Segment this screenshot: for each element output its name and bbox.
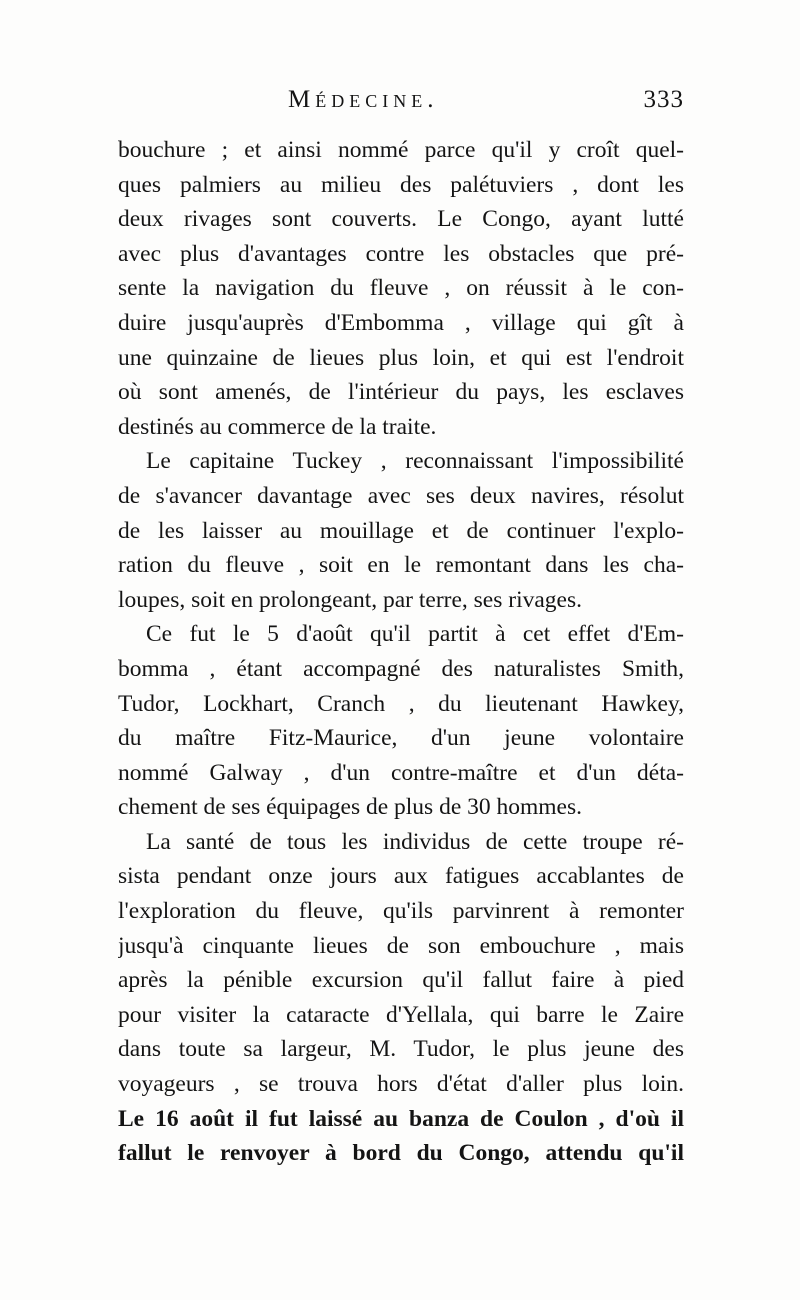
text-line: sente la navigation du fleuve , on réussit à le con- bbox=[118, 275, 684, 302]
text-line: sista pendant onze jours aux fatigues accablantes de bbox=[118, 863, 684, 890]
text-line: après la pénible excursion qu'il fallut faire à pied bbox=[118, 967, 684, 994]
text-line: jusqu'à cinquante lieues de son embouchure , mais bbox=[118, 932, 684, 959]
text-line: ration du fleuve , soit en le remontant dans les cha- bbox=[118, 552, 684, 579]
text-line: nommé Galway , d'un contre-maître et d'un déta- bbox=[118, 759, 684, 786]
paragraph-start-line: La santé de tous les individus de cette troupe ré- bbox=[146, 828, 684, 855]
text-line: pour visiter la cataracte d'Yellala, qui barre le Zaire bbox=[118, 1001, 684, 1028]
text-line: fallut le renvoyer à bord du Congo, attendu qu'il bbox=[118, 1140, 684, 1167]
text-line: ques palmiers au milieu des palétuviers , dont les bbox=[118, 171, 684, 198]
text-line: Tudor, Lockhart, Cranch , du lieutenant Hawkey, bbox=[118, 690, 684, 717]
text-line: de les laisser au mouillage et de continuer l'explo- bbox=[118, 517, 684, 544]
text-line: deux rivages sont couverts. Le Congo, ayant lutté bbox=[118, 206, 684, 233]
text-line: une quinzaine de lieues plus loin, et qui est l'endroit bbox=[118, 344, 684, 371]
running-head bbox=[118, 86, 684, 126]
paragraph-start-line: Ce fut le 5 d'août qu'il partit à cet effet d'Em- bbox=[146, 621, 684, 648]
text-line: bomma , étant accompagné des naturalistes Smith, bbox=[118, 655, 684, 682]
text-line: l'exploration du fleuve, qu'ils parvinrent à remonter bbox=[118, 898, 684, 925]
body-text bbox=[118, 133, 684, 1171]
text-line: où sont amenés, de l'intérieur du pays, les esclaves bbox=[118, 379, 684, 406]
text-line: du maître Fitz-Maurice, d'un jeune volontaire bbox=[118, 725, 684, 752]
text-line: bouchure ; et ainsi nommé parce qu'il y croît quel- bbox=[118, 137, 684, 163]
text-line: Le 16 août il fut laissé au banza de Coulon , d'où il bbox=[118, 1105, 684, 1132]
page-number: 333 bbox=[643, 86, 684, 113]
text-line: destinés au commerce de la traite. bbox=[118, 413, 437, 440]
paragraph-start-line: Le capitaine Tuckey , reconnaissant l'impossibilité bbox=[146, 448, 684, 475]
text-line: voyageurs , se trouva hors d'état d'aller plus loin. bbox=[118, 1071, 684, 1098]
text-line: dans toute sa largeur, M. Tudor, le plus jeune des bbox=[118, 1036, 684, 1063]
text-line: avec plus d'avantages contre les obstacles que pré- bbox=[118, 240, 684, 267]
text-line: duire jusqu'auprès d'Embomma , village qui gît à bbox=[118, 309, 684, 336]
chapter-title: Médecine. bbox=[288, 86, 439, 113]
text-line: de s'avancer davantage avec ses deux navires, résolut bbox=[118, 482, 684, 509]
text-line: loupes, soit en prolongeant, par terre, ses rivages. bbox=[118, 586, 582, 613]
text-line: chement de ses équipages de plus de 30 hommes. bbox=[118, 794, 583, 821]
